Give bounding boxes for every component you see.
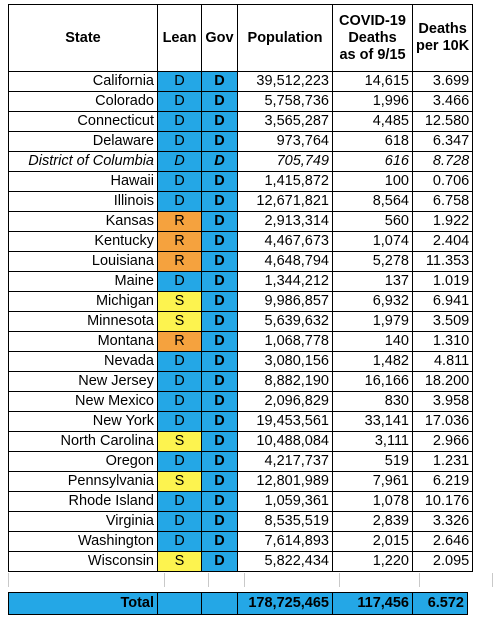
gov-cell: D <box>202 472 238 492</box>
deaths-cell: 100 <box>333 172 413 192</box>
population-cell: 4,217,737 <box>238 452 333 472</box>
table-row <box>9 72 473 92</box>
header-deaths-line-3: as of 9/15 <box>339 46 406 63</box>
lean-cell: S <box>158 292 202 312</box>
gov-cell: D <box>202 552 238 572</box>
table-row <box>9 272 473 292</box>
table-row <box>9 372 473 392</box>
header-rate-line-2: per 10K <box>416 38 470 54</box>
deaths-cell: 1,078 <box>333 492 413 512</box>
table-row <box>9 452 473 472</box>
gov-cell: D <box>202 112 238 132</box>
state-cell: North Carolina <box>9 432 158 452</box>
lean-cell: D <box>158 172 202 192</box>
state-cell: Montana <box>9 332 158 352</box>
lean-cell: D <box>158 152 202 172</box>
population-cell: 8,882,190 <box>238 372 333 392</box>
population-cell: 705,749 <box>238 152 333 172</box>
state-cell: Minnesota <box>9 312 158 332</box>
gov-cell: D <box>202 492 238 512</box>
gov-cell: D <box>202 172 238 192</box>
table-row <box>9 332 473 352</box>
gov-cell: D <box>202 412 238 432</box>
state-cell: Kansas <box>9 212 158 232</box>
table-row <box>9 552 473 572</box>
rate-cell: 1.310 <box>413 332 473 352</box>
deaths-cell: 1,996 <box>333 92 413 112</box>
population-cell: 1,068,778 <box>238 332 333 352</box>
state-cell: Delaware <box>9 132 158 152</box>
total-table <box>8 592 468 615</box>
population-cell: 12,801,989 <box>238 472 333 492</box>
deaths-cell: 140 <box>333 332 413 352</box>
rate-cell: 6.941 <box>413 292 473 312</box>
state-cell: Kentucky <box>9 232 158 252</box>
population-cell: 4,467,673 <box>238 232 333 252</box>
rate-cell: 18.200 <box>413 372 473 392</box>
population-cell: 12,671,821 <box>238 192 333 212</box>
rate-cell: 17.036 <box>413 412 473 432</box>
total-population: 178,725,465 <box>238 593 333 615</box>
gov-cell: D <box>202 432 238 452</box>
total-gov-empty <box>202 593 238 615</box>
table-row <box>9 152 473 172</box>
lean-cell: D <box>158 112 202 132</box>
state-cell: Oregon <box>9 452 158 472</box>
population-cell: 3,080,156 <box>238 352 333 372</box>
state-cell: District of Columbia <box>9 152 158 172</box>
gov-cell: D <box>202 372 238 392</box>
state-cell: Connecticut <box>9 112 158 132</box>
header-deaths-line-2: Deaths <box>348 29 397 46</box>
lean-cell: D <box>158 92 202 112</box>
header-deaths-line-1: COVID-19 <box>339 12 406 29</box>
lean-cell: S <box>158 552 202 572</box>
total-label: Total <box>9 593 158 615</box>
deaths-cell: 1,220 <box>333 552 413 572</box>
header-state: State <box>9 5 158 72</box>
rate-cell: 6.758 <box>413 192 473 212</box>
table-row <box>9 172 473 192</box>
state-cell: New York <box>9 412 158 432</box>
total-deaths: 117,456 <box>333 593 413 615</box>
header-row <box>9 5 473 72</box>
deaths-cell: 1,482 <box>333 352 413 372</box>
state-cell: Colorado <box>9 92 158 112</box>
state-cell: Maine <box>9 272 158 292</box>
gov-cell: D <box>202 512 238 532</box>
rate-cell: 12.580 <box>413 112 473 132</box>
population-cell: 1,059,361 <box>238 492 333 512</box>
rate-cell: 8.728 <box>413 152 473 172</box>
table-row <box>9 132 473 152</box>
population-cell: 1,344,212 <box>238 272 333 292</box>
rate-cell: 6.347 <box>413 132 473 152</box>
rate-cell: 2.095 <box>413 552 473 572</box>
table-row <box>9 432 473 452</box>
rate-cell: 0.706 <box>413 172 473 192</box>
lean-cell: S <box>158 472 202 492</box>
population-cell: 19,453,561 <box>238 412 333 432</box>
table-row <box>9 292 473 312</box>
deaths-cell: 1,074 <box>333 232 413 252</box>
state-cell: Hawaii <box>9 172 158 192</box>
gov-cell: D <box>202 212 238 232</box>
population-cell: 2,913,314 <box>238 212 333 232</box>
lean-cell: R <box>158 332 202 352</box>
population-cell: 973,764 <box>238 132 333 152</box>
state-cell: Louisiana <box>9 252 158 272</box>
gov-cell: D <box>202 132 238 152</box>
table-row <box>9 312 473 332</box>
population-cell: 5,639,632 <box>238 312 333 332</box>
table-row <box>9 532 473 552</box>
state-cell: Washington <box>9 532 158 552</box>
rate-cell: 3.466 <box>413 92 473 112</box>
state-cell: Rhode Island <box>9 492 158 512</box>
state-cell: Nevada <box>9 352 158 372</box>
lean-cell: R <box>158 212 202 232</box>
table-row <box>9 252 473 272</box>
table-row <box>9 212 473 232</box>
deaths-cell: 6,932 <box>333 292 413 312</box>
gov-cell: D <box>202 312 238 332</box>
gov-cell: D <box>202 152 238 172</box>
lean-cell: S <box>158 432 202 452</box>
rate-cell: 10.176 <box>413 492 473 512</box>
state-cell: New Jersey <box>9 372 158 392</box>
table-body <box>9 72 473 572</box>
lean-cell: S <box>158 312 202 332</box>
lean-cell: R <box>158 232 202 252</box>
rate-cell: 6.219 <box>413 472 473 492</box>
table-row <box>9 392 473 412</box>
rate-cell: 1.231 <box>413 452 473 472</box>
gov-cell: D <box>202 252 238 272</box>
rate-cell: 1.019 <box>413 272 473 292</box>
state-cell: New Mexico <box>9 392 158 412</box>
deaths-cell: 14,615 <box>333 72 413 92</box>
gov-cell: D <box>202 352 238 372</box>
lean-cell: D <box>158 352 202 372</box>
deaths-cell: 4,485 <box>333 112 413 132</box>
state-cell: Virginia <box>9 512 158 532</box>
lean-cell: D <box>158 392 202 412</box>
deaths-cell: 33,141 <box>333 412 413 432</box>
population-cell: 5,758,736 <box>238 92 333 112</box>
lean-cell: D <box>158 132 202 152</box>
deaths-cell: 7,961 <box>333 472 413 492</box>
table-row <box>9 352 473 372</box>
deaths-cell: 16,166 <box>333 372 413 392</box>
deaths-cell: 616 <box>333 152 413 172</box>
gov-cell: D <box>202 332 238 352</box>
gov-cell: D <box>202 292 238 312</box>
table-row <box>9 472 473 492</box>
gov-cell: D <box>202 392 238 412</box>
header-population: Population <box>238 5 333 72</box>
population-cell: 1,415,872 <box>238 172 333 192</box>
gov-cell: D <box>202 532 238 552</box>
table-row <box>9 112 473 132</box>
deaths-cell: 137 <box>333 272 413 292</box>
deaths-cell: 618 <box>333 132 413 152</box>
rate-cell: 3.509 <box>413 312 473 332</box>
empty-spacer-row <box>8 573 493 587</box>
state-cell: Wisconsin <box>9 552 158 572</box>
deaths-cell: 2,839 <box>333 512 413 532</box>
population-cell: 2,096,829 <box>238 392 333 412</box>
lean-cell: R <box>158 252 202 272</box>
lean-cell: D <box>158 512 202 532</box>
rate-cell: 2.404 <box>413 232 473 252</box>
population-cell: 10,488,084 <box>238 432 333 452</box>
population-cell: 8,535,519 <box>238 512 333 532</box>
deaths-cell: 8,564 <box>333 192 413 212</box>
lean-cell: D <box>158 412 202 432</box>
covid-deaths-table <box>8 4 473 572</box>
gov-cell: D <box>202 272 238 292</box>
deaths-cell: 830 <box>333 392 413 412</box>
table-row <box>9 92 473 112</box>
table-row <box>9 232 473 252</box>
table-row <box>9 412 473 432</box>
lean-cell: D <box>158 452 202 472</box>
deaths-cell: 519 <box>333 452 413 472</box>
population-cell: 5,822,434 <box>238 552 333 572</box>
lean-cell: D <box>158 492 202 512</box>
population-cell: 7,614,893 <box>238 532 333 552</box>
rate-cell: 2.646 <box>413 532 473 552</box>
total-lean-empty <box>158 593 202 615</box>
lean-cell: D <box>158 192 202 212</box>
state-cell: Illinois <box>9 192 158 212</box>
rate-cell: 2.966 <box>413 432 473 452</box>
table-row <box>9 492 473 512</box>
header-deaths <box>333 5 413 72</box>
rate-cell: 3.326 <box>413 512 473 532</box>
gov-cell: D <box>202 92 238 112</box>
total-rate: 6.572 <box>413 593 468 615</box>
rate-cell: 11.353 <box>413 252 473 272</box>
population-cell: 39,512,223 <box>238 72 333 92</box>
gov-cell: D <box>202 72 238 92</box>
state-cell: California <box>9 72 158 92</box>
gov-cell: D <box>202 192 238 212</box>
gov-cell: D <box>202 232 238 252</box>
deaths-cell: 5,278 <box>333 252 413 272</box>
deaths-cell: 2,015 <box>333 532 413 552</box>
lean-cell: D <box>158 72 202 92</box>
rate-cell: 4.811 <box>413 352 473 372</box>
deaths-cell: 560 <box>333 212 413 232</box>
state-cell: Michigan <box>9 292 158 312</box>
population-cell: 9,986,857 <box>238 292 333 312</box>
rate-cell: 3.958 <box>413 392 473 412</box>
lean-cell: D <box>158 532 202 552</box>
rate-cell: 3.699 <box>413 72 473 92</box>
header-rate-line-1: Deaths <box>418 21 467 37</box>
lean-cell: D <box>158 272 202 292</box>
table-row <box>9 192 473 212</box>
deaths-cell: 1,979 <box>333 312 413 332</box>
population-cell: 3,565,287 <box>238 112 333 132</box>
header-gov: Gov <box>202 5 238 72</box>
header-rate <box>413 5 473 72</box>
header-lean: Lean <box>158 5 202 72</box>
deaths-cell: 3,111 <box>333 432 413 452</box>
rate-cell: 1.922 <box>413 212 473 232</box>
lean-cell: D <box>158 372 202 392</box>
state-cell: Pennsylvania <box>9 472 158 492</box>
gov-cell: D <box>202 452 238 472</box>
population-cell: 4,648,794 <box>238 252 333 272</box>
total-row <box>9 593 468 615</box>
table-row <box>9 512 473 532</box>
